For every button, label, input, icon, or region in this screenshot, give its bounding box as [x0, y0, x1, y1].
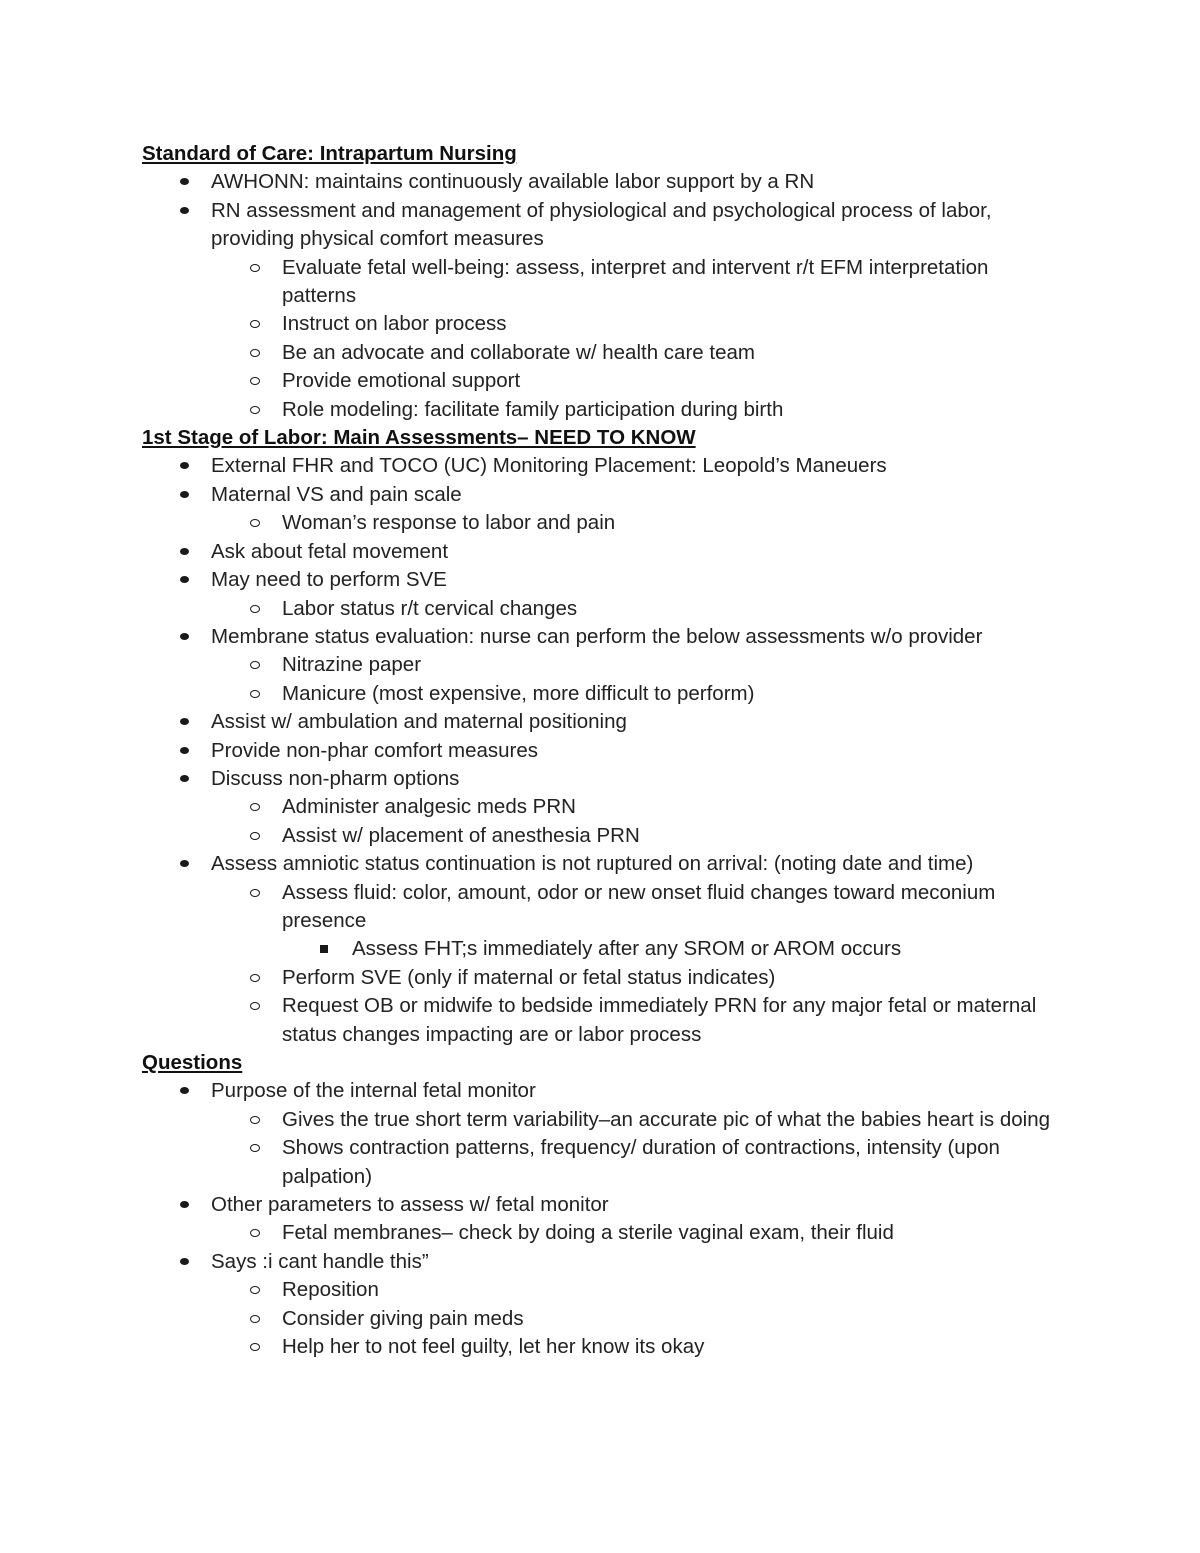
list-item: Instruct on labor process	[142, 310, 1062, 338]
hollow-bullet-icon	[250, 1106, 262, 1134]
list-item: AWHONN: maintains continuously available labor support by a RN	[142, 168, 1062, 196]
filled-bullet-icon	[180, 737, 190, 765]
list-item: Perform SVE (only if maternal or fetal status indicates)	[142, 964, 1062, 992]
list-item: Administer analgesic meds PRN	[142, 793, 1062, 821]
list-item: Maternal VS and pain scale	[142, 481, 1062, 509]
list-item: Consider giving pain meds	[142, 1305, 1062, 1333]
list-item: Says :i cant handle this”	[142, 1248, 1062, 1276]
list-item: Purpose of the internal fetal monitor	[142, 1077, 1062, 1105]
section-heading: Standard of Care: Intrapartum Nursing	[142, 142, 517, 165]
list-item: Provide non-phar comfort measures	[142, 737, 1062, 765]
hollow-bullet-icon	[250, 367, 262, 395]
filled-bullet-icon	[180, 708, 190, 736]
hollow-bullet-icon	[250, 680, 262, 708]
bullet-list	[142, 1077, 1062, 1361]
hollow-bullet-icon	[250, 992, 262, 1020]
bullet-list	[142, 168, 1062, 424]
document-body	[142, 140, 1062, 1361]
list-item: Assess fluid: color, amount, odor or new onset fluid changes toward meconium presence	[142, 879, 1062, 936]
list-item: Role modeling: facilitate family participation during birth	[142, 396, 1062, 424]
list-item: Assess FHT;s immediately after any SROM or AROM occurs	[142, 935, 1062, 963]
filled-bullet-icon	[180, 1077, 190, 1105]
list-item: Request OB or midwife to bedside immediately PRN for any major fetal or maternal status changes impacting are or labor process	[142, 992, 1062, 1049]
list-item: Help her to not feel guilty, let her know its okay	[142, 1333, 1062, 1361]
list-item: Other parameters to assess w/ fetal monitor	[142, 1191, 1062, 1219]
filled-bullet-icon	[180, 197, 190, 225]
list-item: Manicure (most expensive, more difficult to perform)	[142, 680, 1062, 708]
list-item: May need to perform SVE	[142, 566, 1062, 594]
hollow-bullet-icon	[250, 1219, 262, 1247]
list-item: Evaluate fetal well-being: assess, interpret and intervent r/t EFM interpretation patterns	[142, 254, 1062, 311]
list-item: Be an advocate and collaborate w/ health care team	[142, 339, 1062, 367]
filled-bullet-icon	[180, 538, 190, 566]
section-heading: Questions	[142, 1051, 243, 1074]
section-heading: 1st Stage of Labor: Main Assessments– NEED TO KNOW	[142, 426, 696, 450]
list-item: Assist w/ placement of anesthesia PRN	[142, 822, 1062, 850]
hollow-bullet-icon	[250, 964, 262, 992]
filled-bullet-icon	[180, 452, 190, 480]
list-item: Assist w/ ambulation and maternal positioning	[142, 708, 1062, 736]
hollow-bullet-icon	[250, 1305, 262, 1333]
list-item: Fetal membranes– check by doing a sterile vaginal exam, their fluid	[142, 1219, 1062, 1247]
filled-bullet-icon	[180, 765, 190, 793]
hollow-bullet-icon	[250, 595, 262, 623]
list-item: External FHR and TOCO (UC) Monitoring Placement: Leopold’s Maneuers	[142, 452, 1062, 480]
list-item: RN assessment and management of physiological and psychological process of labor, providing physical comfort measures	[142, 197, 1062, 254]
list-item: Ask about fetal movement	[142, 538, 1062, 566]
hollow-bullet-icon	[250, 822, 262, 850]
bullet-list	[142, 452, 1062, 1049]
hollow-bullet-icon	[250, 1134, 262, 1162]
hollow-bullet-icon	[250, 339, 262, 367]
list-item: Shows contraction patterns, frequency/ duration of contractions, intensity (upon palpation)	[142, 1134, 1062, 1191]
list-item: Woman’s response to labor and pain	[142, 509, 1062, 537]
list-item: Reposition	[142, 1276, 1062, 1304]
list-item: Membrane status evaluation: nurse can perform the below assessments w/o provider	[142, 623, 1062, 651]
filled-bullet-icon	[180, 1248, 190, 1276]
hollow-bullet-icon	[250, 310, 262, 338]
list-item: Gives the true short term variability–an accurate pic of what the babies heart is doing	[142, 1106, 1062, 1134]
square-bullet-icon	[320, 935, 330, 963]
list-item: Discuss non-pharm options	[142, 765, 1062, 793]
filled-bullet-icon	[180, 566, 190, 594]
list-item: Labor status r/t cervical changes	[142, 595, 1062, 623]
hollow-bullet-icon	[250, 1276, 262, 1304]
hollow-bullet-icon	[250, 254, 262, 282]
hollow-bullet-icon	[250, 1333, 262, 1361]
filled-bullet-icon	[180, 168, 190, 196]
list-item: Nitrazine paper	[142, 651, 1062, 679]
list-item: Assess amniotic status continuation is not ruptured on arrival: (noting date and time)	[142, 850, 1062, 878]
hollow-bullet-icon	[250, 651, 262, 679]
hollow-bullet-icon	[250, 509, 262, 537]
list-item: Provide emotional support	[142, 367, 1062, 395]
filled-bullet-icon	[180, 1191, 190, 1219]
filled-bullet-icon	[180, 481, 190, 509]
filled-bullet-icon	[180, 623, 190, 651]
hollow-bullet-icon	[250, 396, 262, 424]
hollow-bullet-icon	[250, 793, 262, 821]
hollow-bullet-icon	[250, 879, 262, 907]
filled-bullet-icon	[180, 850, 190, 878]
